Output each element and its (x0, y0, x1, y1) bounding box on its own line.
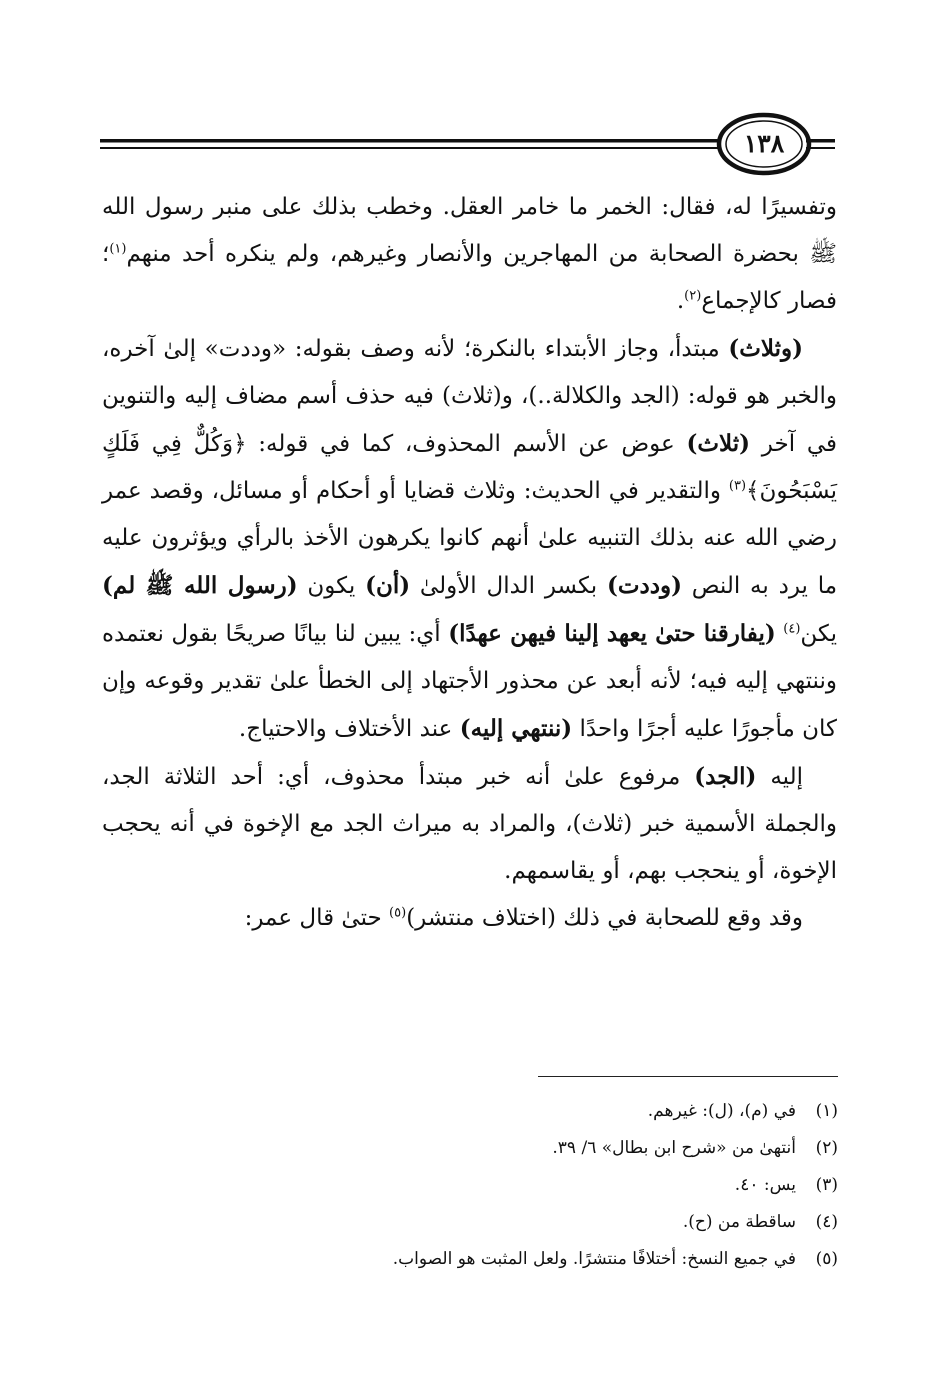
text-run: حتىٰ قال عمر: (244, 905, 390, 931)
paragraph (102, 753, 837, 895)
text-run: مرفوع علىٰ أنه خبر مبتدأ محذوف، أي: أحد الثلاثة الجد، والجملة الأسمية خبر (ثلاث)، والمراد به ميراث الجد مع الإخوة في أنه يحجب الإخوة، أو ينحجب بهم، أو يقاسمهم. (102, 764, 837, 884)
text-run: يكون (297, 573, 366, 599)
bold-term: (يفارقنا حتىٰ يعهد إلينا فيهن عهدًا) (448, 620, 776, 647)
text-run: إليه (756, 764, 803, 790)
footnotes (120, 1093, 838, 1278)
footnote-text: في جميع النسخ: أختلافًا منتشرًا. ولعل المثبت هو الصواب. (392, 1249, 796, 1269)
text-run: يكن (800, 621, 838, 647)
bold-term: (ننتهي إليه) (459, 715, 573, 742)
footnote-ref: (٥) (389, 905, 407, 921)
text-run: عوض عن الأسم المحذوف، كما في قوله: ﴿وَكُلٌّ فِي فَلَكٍ يَسْبَحُونَ﴾ (102, 431, 837, 504)
page-header (100, 112, 835, 182)
paragraph (102, 184, 837, 325)
footnote (120, 1241, 838, 1278)
footnote (120, 1130, 838, 1167)
paragraph (102, 325, 837, 753)
bold-term: (رسول الله ﷺ لم) (102, 572, 298, 599)
text-run: وتفسيرًا له، فقال: الخمر ما خامر العقل. وخطب بذلك على منبر رسول الله ﷺ بحضرة الصحابة من المهاجرين والأنصار وغيرهم، ولم ينكره أحد منهم (102, 194, 837, 267)
text-run: عند الأختلاف والاحتياج. (238, 716, 460, 742)
footnote (120, 1167, 838, 1204)
footnote-number: (٥) (815, 1249, 838, 1269)
footnote (120, 1093, 838, 1130)
footnote-text: ساقطة من (ح). (682, 1212, 796, 1232)
footnote-text: أنتهىٰ من «شرح ابن بطال» ٦/ ٣٩. (552, 1138, 796, 1158)
bold-term: (وثلاث) (728, 335, 803, 362)
footnote-number: (١) (815, 1101, 838, 1121)
bold-term: (الجد) (694, 763, 757, 790)
main-text (102, 184, 837, 942)
text-run: مبتدأ، وجاز الأبتداء بالنكرة؛ لأنه وصف بقوله: «وددت» إلىٰ آخره، والخبر هو قوله: (الجد والكلالة..)، و(ثلاث) فيه حذف أسم مضاف إليه والتنوين في آخر (102, 336, 837, 457)
footnote-ref: (٢) (684, 288, 702, 304)
text-run: . (676, 288, 685, 314)
footnote-number: (٤) (815, 1212, 838, 1232)
text-run: بكسر الدال الأولىٰ (410, 573, 607, 599)
text-run: أي: يبين لنا بيانًا صريحًا بقول نعتمده وننتهي إليه فيه؛ لأنه أبعد عن محذور الأجتهاد إلى الخطأ علىٰ تقدير وقوعه وإن كان مأجورًا عليه أجرًا واحدًا (102, 621, 837, 742)
bold-term: (وددت) (606, 572, 682, 599)
paragraph (102, 895, 837, 942)
footnote-ref: (٤) (783, 621, 801, 637)
footnote (120, 1204, 838, 1241)
text-run: والتقدير في الحديث: وثلاث قضايا أو أحكام أو مسائل، وقصد عمر رضي الله عنه بذلك التنبيه علىٰ أنهم كانوا يكرهون الأخذ بالرأي ويؤثرون عليه ما يرد به النص (102, 478, 838, 599)
footnote-ref: (٣) (728, 478, 747, 494)
bold-term: (ثلاث) (686, 430, 751, 457)
text-run: وقد وقع للصحابة في ذلك (اختلاف منتشر) (406, 905, 803, 931)
footnote-text: يس: ٤٠. (734, 1175, 796, 1195)
bold-term: (أن) (365, 572, 411, 599)
footnote-divider (538, 1076, 838, 1077)
page-number: ١٣٨ (743, 129, 785, 158)
text-run: ؛ فصار كالإجماع (102, 241, 837, 314)
footnote-ref: (١) (109, 241, 127, 257)
footnote-text: في (م)، (ل): غيرهم. (647, 1101, 796, 1121)
footnote-number: (٣) (815, 1175, 838, 1195)
footnote-number: (٢) (815, 1138, 838, 1158)
